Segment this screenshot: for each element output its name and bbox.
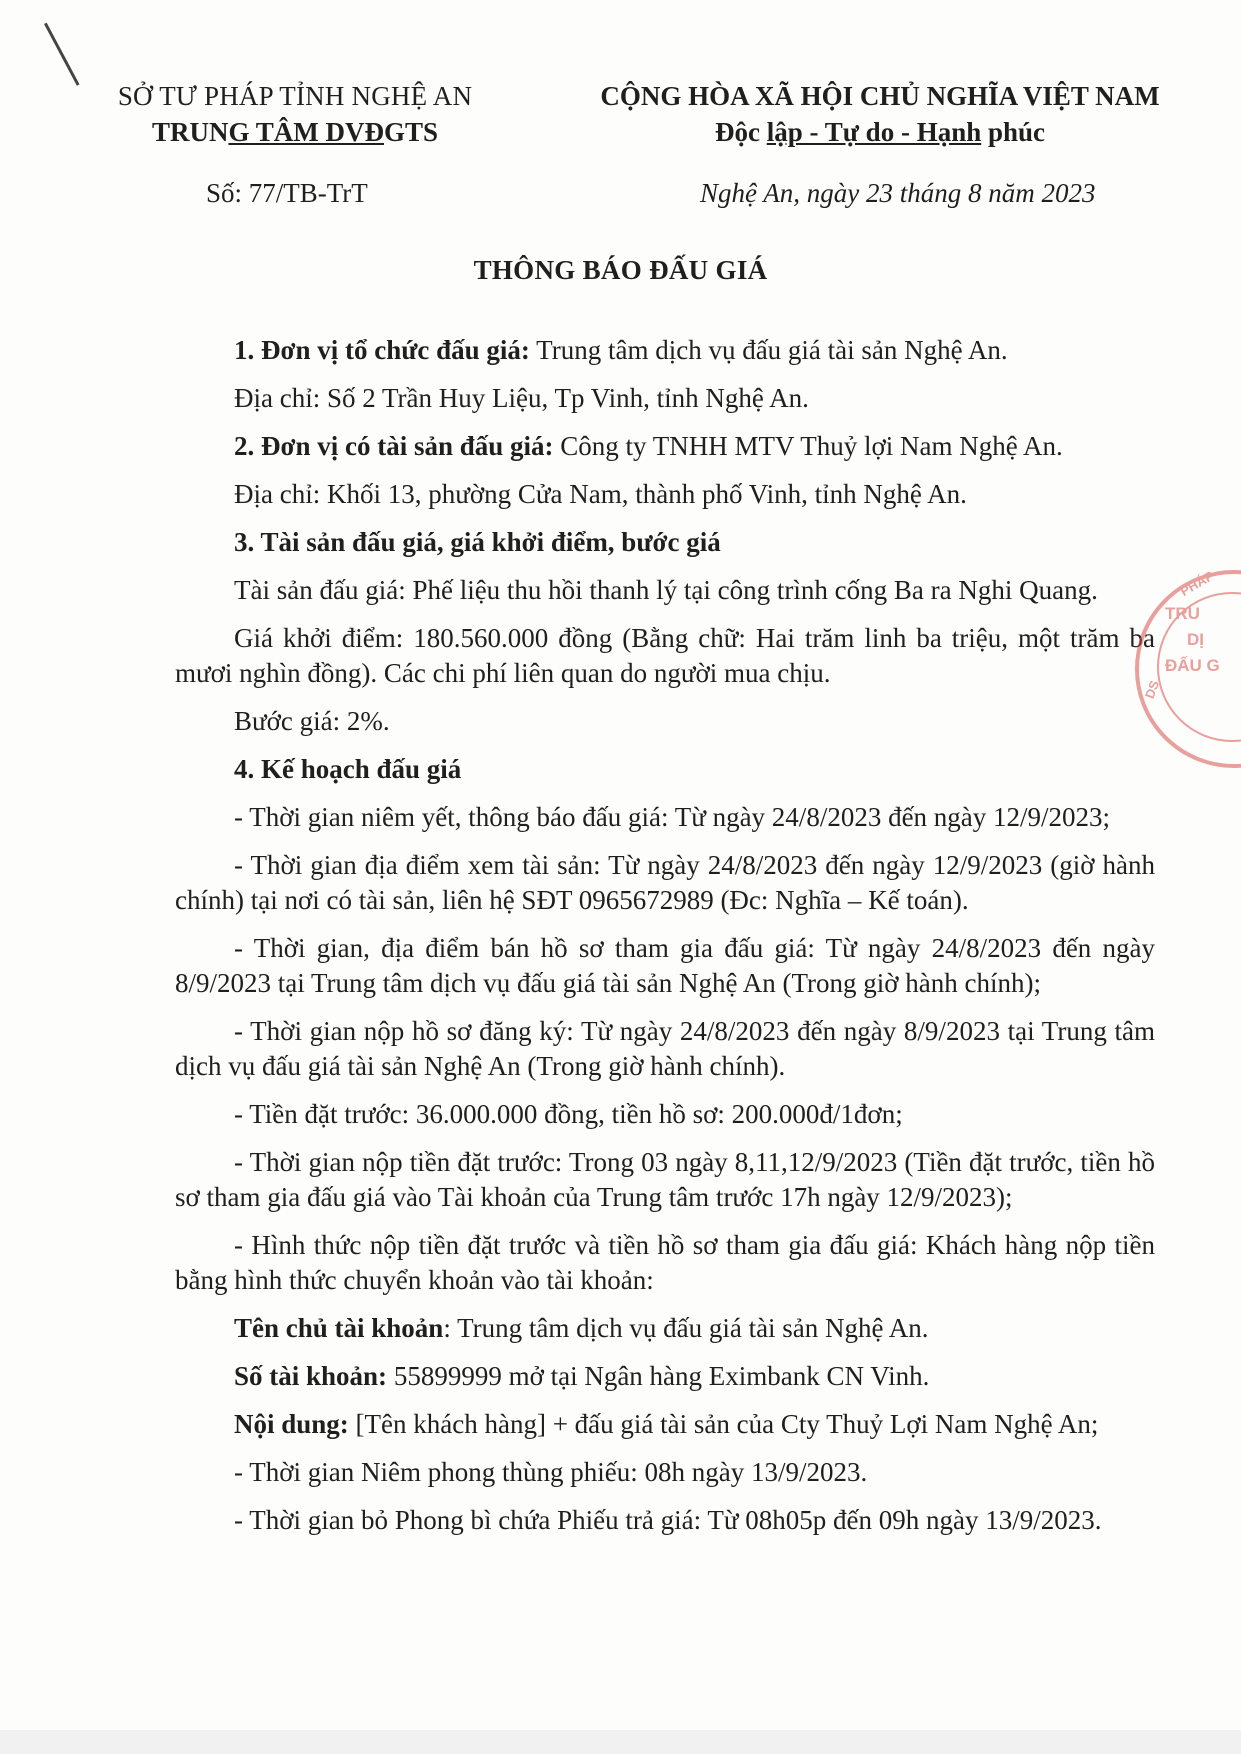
document-title: THÔNG BÁO ĐẤU GIÁ [473, 255, 768, 285]
issuer-center-part: GTS [384, 117, 439, 147]
account-name-value: : Trung tâm dịch vụ đấu giá tài sản Nghệ An. [443, 1313, 929, 1343]
section-4-heading: 4. Kế hoạch đấu giá [234, 754, 462, 784]
transfer-content-label: Nội dung: [234, 1409, 349, 1439]
issuer-block [90, 78, 500, 150]
account-number [175, 1359, 1155, 1394]
seal-text: TRU [1165, 604, 1200, 623]
plan-item: - Thời gian địa điểm xem tài sản: Từ ngày 24/8/2023 đến ngày 12/9/2023 (giờ hành chính) tại nơi có tài sản, liên hệ SĐT 0965672989 (Đc: Nghĩa – Kế toán). [175, 850, 1155, 915]
issuer-agency: SỞ TƯ PHÁP TỈNH NGHỆ AN [117, 81, 473, 111]
motto-part: lập - Tự do - Hạnh [766, 117, 982, 147]
republic-name: CỘNG HÒA XÃ HỘI CHỦ NGHĨA VIỆT NAM [600, 81, 1160, 111]
account-name [175, 1311, 1155, 1346]
document-body [175, 333, 1155, 1551]
bid-step: Bước giá: 2%. [234, 706, 390, 736]
national-motto [555, 114, 1205, 150]
section-1-label: 1. Đơn vị tổ chức đấu giá: [234, 335, 530, 365]
account-number-label: Số tài khoản: [234, 1361, 388, 1391]
section-2-value: Công ty TNHH MTV Thuỷ lợi Nam Nghệ An. [553, 431, 1063, 461]
issuer-center-part: TRUN [151, 117, 229, 147]
scan-mark [44, 23, 80, 86]
seal-text: PHÁP [1177, 567, 1217, 600]
section-2-label: 2. Đơn vị có tài sản đấu giá: [234, 431, 554, 461]
transfer-content-value: [Tên khách hàng] + đấu giá tài sản của Cty Thuỷ Lợi Nam Nghệ An; [348, 1409, 1099, 1439]
document-number: Số: 77/TB-TrT [206, 178, 368, 208]
seal-text: DỊ [1187, 630, 1204, 649]
section-2-address: Địa chỉ: Khối 13, phường Cửa Nam, thành phố Vinh, tỉnh Nghệ An. [234, 479, 967, 509]
issuer-center [90, 114, 500, 150]
motto-part: Độc [714, 117, 767, 147]
issuer-center-part: G TÂM DVĐ [228, 117, 384, 147]
transfer-content [175, 1407, 1155, 1442]
document-header [0, 78, 1241, 148]
account-name-label: Tên chủ tài khoản [234, 1313, 444, 1343]
account-number-value: 55899999 mở tại Ngân hàng Eximbank CN Vinh. [387, 1361, 930, 1391]
plan-item: - Hình thức nộp tiền đặt trước và tiền hồ sơ tham gia đấu giá: Khách hàng nộp tiền bằng hình thức chuyển khoản vào tài khoản: [175, 1230, 1155, 1295]
asset-description: Tài sản đấu giá: Phế liệu thu hồi thanh lý tại công trình cống Ba ra Nghi Quang. [234, 575, 1098, 605]
seal-text: DS [1141, 678, 1163, 701]
plan-item: - Thời gian bỏ Phong bì chứa Phiếu trả giá: Từ 08h05p đến 09h ngày 13/9/2023. [234, 1505, 1102, 1535]
plan-item: - Thời gian niêm yết, thông báo đấu giá: Từ ngày 24/8/2023 đến ngày 12/9/2023; [234, 802, 1111, 832]
plan-item: - Thời gian Niêm phong thùng phiếu: 08h ngày 13/9/2023. [234, 1457, 868, 1487]
plan-item: - Thời gian, địa điểm bán hồ sơ tham gia đấu giá: Từ ngày 24/8/2023 đến ngày 8/9/2023 tại Trung tâm dịch vụ đấu giá tài sản Nghệ An (Trong giờ hành chính); [175, 933, 1155, 998]
national-header [555, 78, 1205, 150]
scan-bottom-edge [0, 1730, 1241, 1754]
plan-item: - Thời gian nộp tiền đặt trước: Trong 03 ngày 8,11,12/9/2023 (Tiền đặt trước, tiền hồ sơ tham gia đấu giá vào Tài khoản của Trung tâm trước 17h ngày 12/9/2023); [175, 1147, 1155, 1212]
place-date: Nghệ An, ngày 23 tháng 8 năm 2023 [700, 178, 1096, 208]
start-price: Giá khởi điểm: 180.560.000 đồng (Bằng chữ: Hai trăm linh ba triệu, một trăm ba mươi nghìn đồng). Các chi phí liên quan do người mua chịu. [175, 623, 1155, 688]
plan-item: - Tiền đặt trước: 36.000.000 đồng, tiền hồ sơ: 200.000đ/1đơn; [234, 1099, 903, 1129]
section-1-value: Trung tâm dịch vụ đấu giá tài sản Nghệ An. [529, 335, 1008, 365]
seal-text: ĐẤU G [1165, 656, 1220, 675]
section-3-heading: 3. Tài sản đấu giá, giá khởi điểm, bước giá [234, 527, 721, 557]
section-2 [175, 429, 1155, 464]
section-1 [175, 333, 1155, 368]
motto-part: phúc [981, 117, 1046, 147]
plan-item: - Thời gian nộp hồ sơ đăng ký: Từ ngày 24/8/2023 đến ngày 8/9/2023 tại Trung tâm dịch vụ đấu giá tài sản Nghệ An (Trong giờ hành chính). [175, 1016, 1155, 1081]
section-1-address: Địa chỉ: Số 2 Trần Huy Liệu, Tp Vinh, tỉnh Nghệ An. [234, 383, 809, 413]
